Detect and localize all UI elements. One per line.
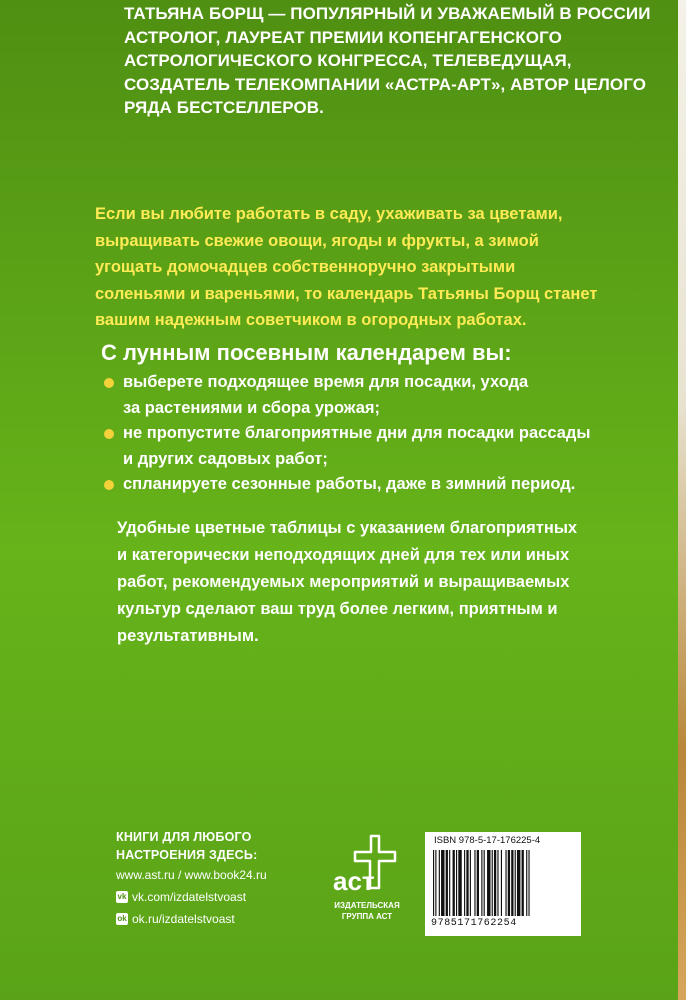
- vk-link[interactable]: [116, 886, 306, 908]
- list-item: [97, 421, 657, 472]
- barcode-bars: [431, 850, 575, 918]
- ok-link-text: ok.ru/izdatelstvoast: [132, 912, 235, 926]
- bullet-dot-icon: [104, 480, 114, 490]
- features-line: результативным.: [117, 627, 259, 645]
- list-item-line: не пропустите благоприятные дни для посадки рассады: [123, 424, 591, 442]
- publisher-logo: [314, 832, 420, 922]
- bio-line: ТАТЬЯНА БОРЩ — ПОПУЛЯРНЫЙ И УВАЖАЕМЫЙ В РОССИИ: [124, 4, 651, 23]
- odnoklassniki-icon: ok: [117, 914, 127, 923]
- features-paragraph: [117, 515, 657, 650]
- intro-line: соленьями и вареньями, то календарь Татьяны Борщ станет: [95, 284, 598, 303]
- vk-link-text: vk.com/izdatelstvoast: [132, 890, 247, 904]
- intro-line: выращивать свежие овощи, ягоды и фрукты, а зимой: [95, 231, 539, 250]
- websites-link[interactable]: www.ast.ru / www.book24.ru: [116, 868, 267, 882]
- features-line: работ, рекомендуемых мероприятий и выращиваемых: [117, 573, 570, 591]
- promo-block: [116, 828, 306, 930]
- list-item: [97, 370, 657, 421]
- list-item: [97, 472, 657, 498]
- bio-line: АСТРОЛОГИЧЕСКОГО КОНГРЕССА, ТЕЛЕВЕДУЩАЯ,: [124, 51, 572, 70]
- bio-line: СОЗДАТЕЛЬ ТЕЛЕКОМПАНИИ «АСТРА-АРТ», АВТОР ЦЕЛОГО: [124, 74, 647, 94]
- author-bio: [124, 2, 651, 120]
- ast-logo-icon: [329, 832, 405, 900]
- intro-line: Если вы любите работать в саду, ухаживать за цветами,: [95, 205, 563, 223]
- barcode: [425, 832, 581, 936]
- bio-line: АСТРОЛОГ, ЛАУРЕАТ ПРЕМИИ КОПЕНГАГЕНСКОГО: [124, 27, 562, 47]
- intro-paragraph: [95, 201, 655, 334]
- ok-link[interactable]: [116, 908, 306, 930]
- intro-line: вашим надежным советчиком в огородных работах.: [95, 311, 527, 329]
- book-spine-edge: [678, 0, 686, 1000]
- isbn-label: ISBN 978-5-17-176225-4: [434, 835, 541, 846]
- logo-wordmark: аст: [333, 866, 375, 896]
- bio-line: РЯДА БЕСТСЕЛЛЕРОВ.: [124, 98, 324, 117]
- bullet-dot-icon: [104, 429, 114, 439]
- benefits-heading: С лунным посевным календарем вы:: [101, 340, 512, 365]
- promo-title-line: НАСТРОЕНИЯ ЗДЕСЬ:: [116, 848, 258, 862]
- features-line: культур сделают ваш труд более легким, приятным и: [117, 600, 558, 618]
- benefits-list: [97, 370, 657, 498]
- publisher-caption-line: ГРУППА АСТ: [341, 912, 393, 921]
- publisher-caption-line: ИЗДАТЕЛЬСКАЯ: [334, 901, 400, 910]
- promo-title-line: КНИГИ ДЛЯ ЛЮБОГО: [116, 830, 252, 844]
- list-item-line: за растениями и сбора урожая;: [123, 398, 380, 417]
- promo-title: [116, 828, 306, 864]
- ean-number: 9785171762254: [431, 918, 517, 929]
- list-item-line: и других садовых работ;: [123, 449, 328, 468]
- features-line: и категорически неподходящих дней для тех или иных: [117, 546, 570, 564]
- vk-icon: vk: [117, 892, 127, 901]
- features-line: Удобные цветные таблицы с указанием благоприятных: [117, 519, 578, 537]
- bullet-dot-icon: [104, 378, 114, 388]
- list-item-line: спланируете сезонные работы, даже в зимний период.: [123, 475, 576, 493]
- intro-line: угощать домочадцев собственноручно закрытыми: [95, 258, 516, 276]
- publisher-caption: [314, 900, 420, 922]
- list-item-line: выберете подходящее время для посадки, ухода: [123, 373, 529, 391]
